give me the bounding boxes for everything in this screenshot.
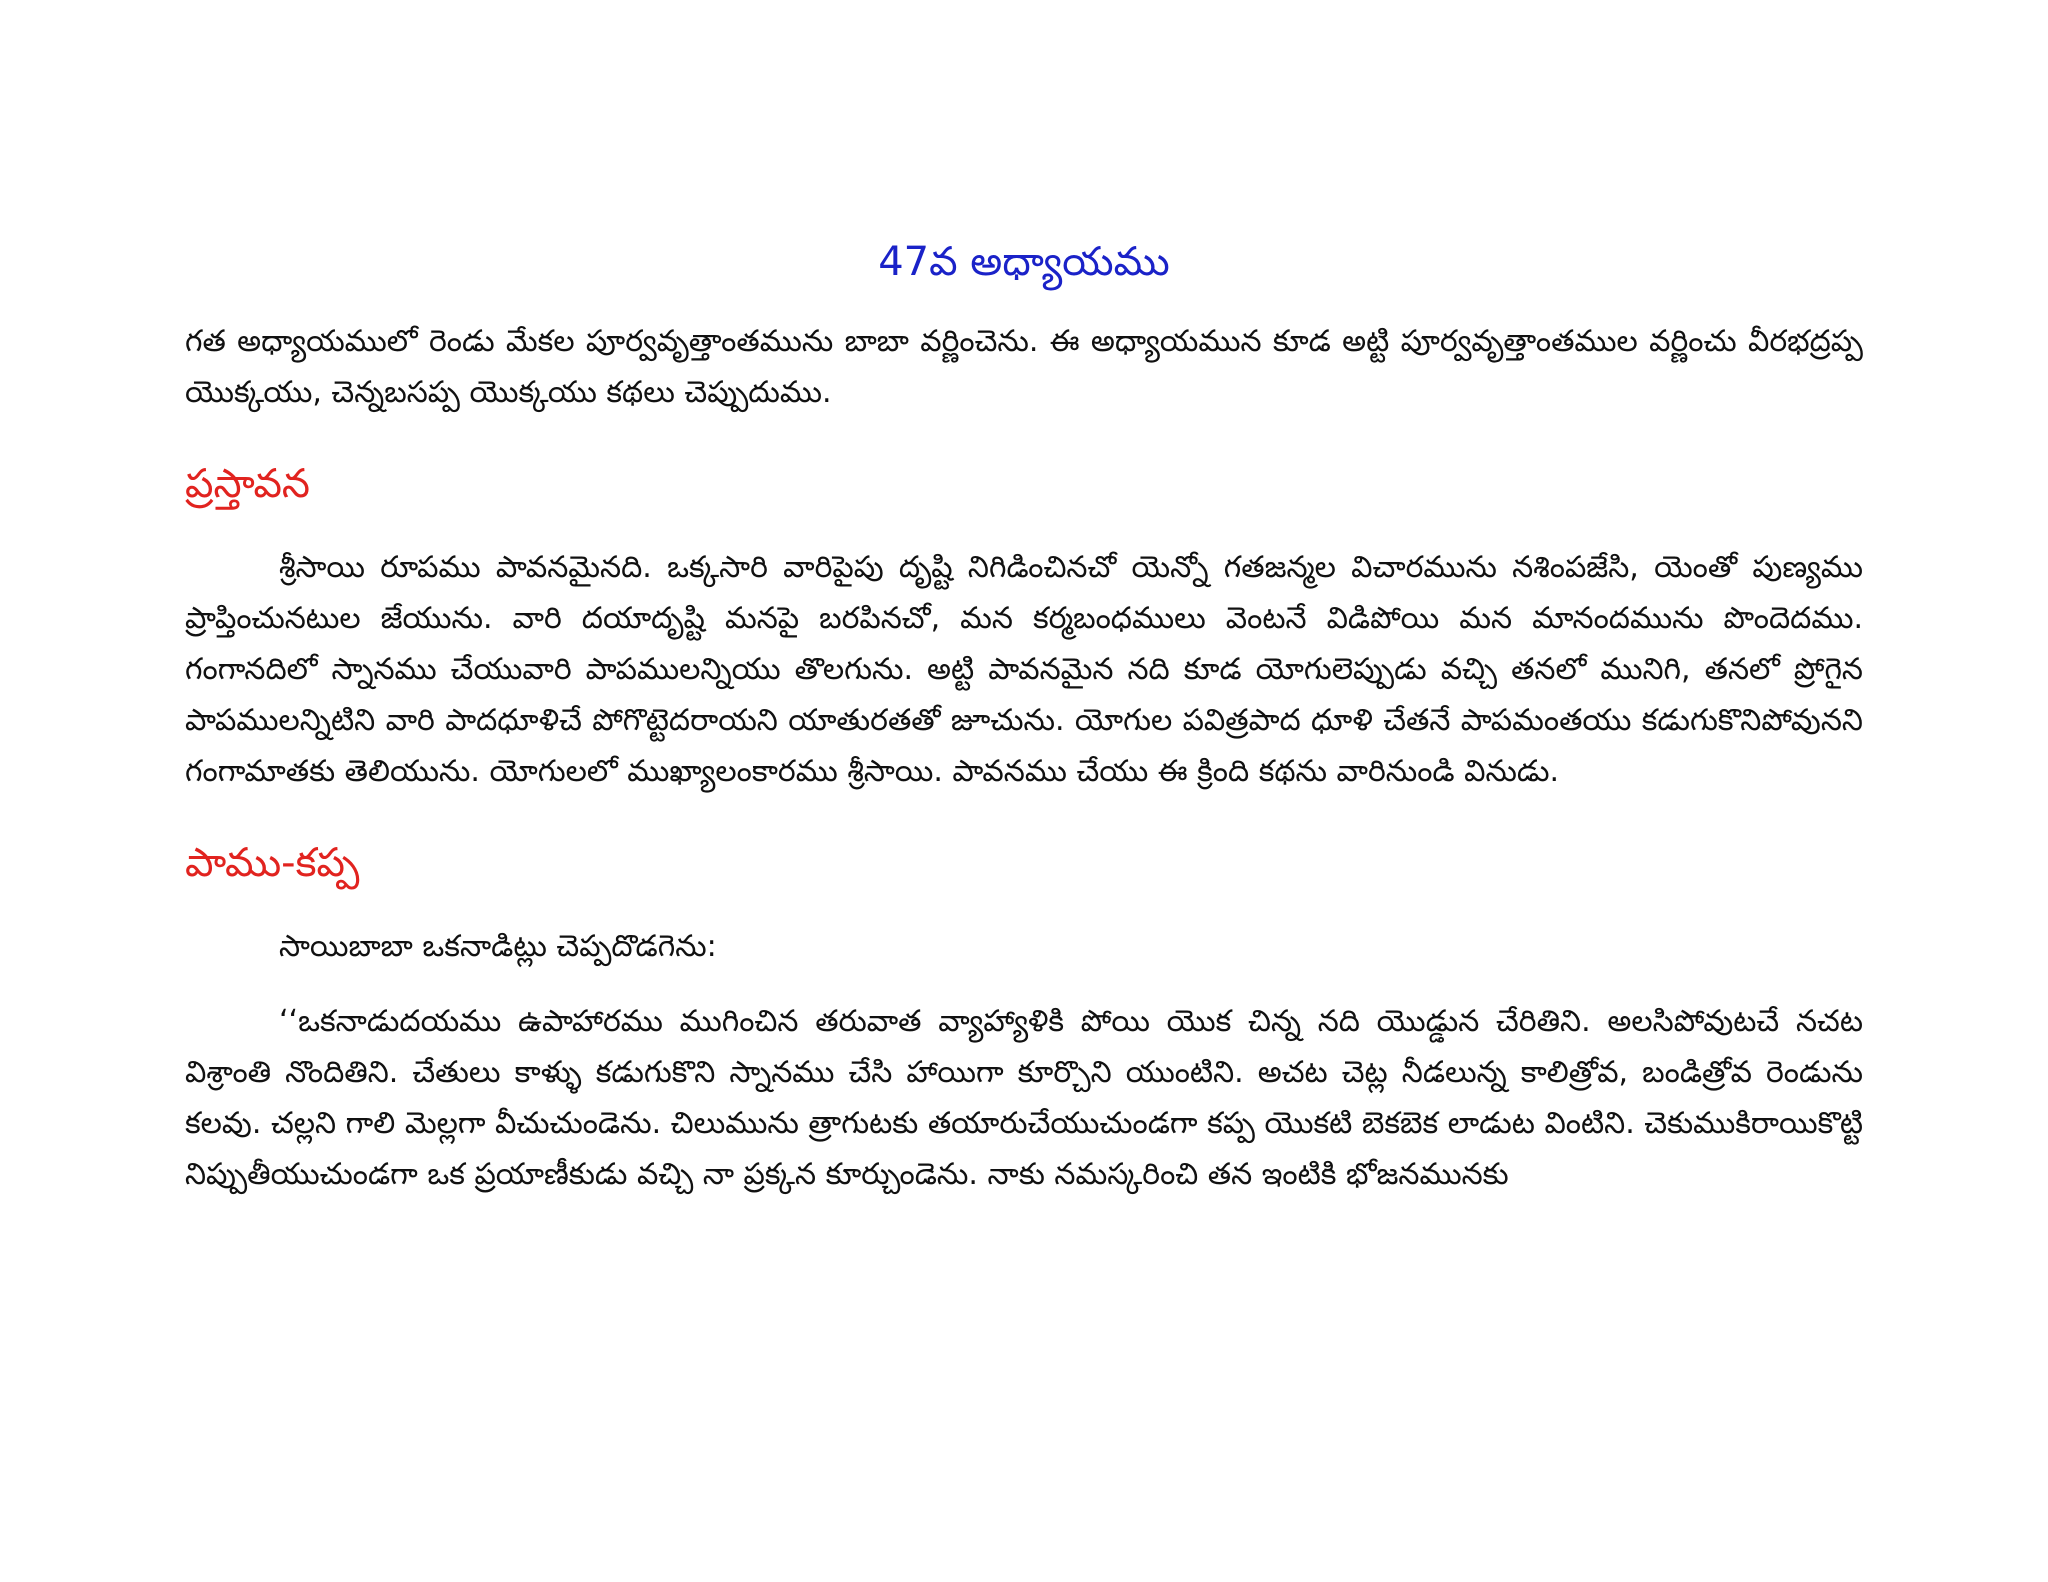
prastavana-paragraph: శ్రీసాయి రూపము పావనమైనది. ఒక్కసారి వారిపైపు దృష్టి నిగిడించినచో యెన్నో గతజన్మల విచారమును నశింపజేసి, యెంతో పుణ్యము ప్రాప్తించునటుల జేయును. వారి దయాదృష్టి మనపై బరపినచో, మన కర్మబంధములు వెంటనే విడిపోయి మన మానందమును పొందెదము. గంగానదిలో స్నానము చేయువారి పాపములన్నియు తొలగును. అట్టి పావనమైన నది కూడ యోగులెప్పుడు వచ్చి తనలో మునిగి, తనలో ప్రోగైన పాపములన్నిటిని వారి పాదధూళిచే పోగొట్టెదరాయని యాతురతతో జూచును. యోగుల పవిత్రపాద ధూళి చేతనే పాపమంతయు కడుగుకొనిపోవునని గంగామాతకు తెలియును. యోగులలో ముఖ్యాలంకారము శ్రీసాయి. పావనము చేయు ఈ క్రింది కథను వారినుండి వినుడు. — [185, 550, 1863, 789]
story-paragraph: ‘‘ఒకనాడుదయము ఉపాహారము ముగించిన తరువాత వ్యాహ్యాళికి పోయి యొక చిన్న నది యొడ్డున చేరితిని. అలసిపోవుటచే నచట విశ్రాంతి నొందితిని. చేతులు కాళ్ళు కడుగుకొని స్నానము చేసి హాయిగా కూర్చొని యుంటిని. అచట చెట్ల నీడలున్న కాలిత్రోవ, బండిత్రోవ రెండును కలవు. చల్లని గాలి మెల్లగా వీచుచుండెను. చిలుమును త్రాగుటకు తయారుచేయుచుండగా కప్ప యొకటి బెకబెక లాడుట వింటిని. చెకుముకిరాయికొట్టి నిప్పుతీయుచుండగా ఒక ప్రయాణీకుడు వచ్చి నా ప్రక్కన కూర్చుండెను. నాకు నమస్కరించి తన ఇంటికి భోజనమునకు — [185, 1004, 1863, 1192]
section-heading-prastavana: ప్రస్తావన — [185, 461, 310, 507]
story-lead-line: సాయిబాబా ఒకనాడిట్లు చెప్పదొడగెను: — [279, 929, 717, 964]
intro-paragraph: గత అధ్యాయములో రెండు మేకల పూర్వవృత్తాంతమును బాబా వర్ణించెను. ఈ అధ్యాయమున కూడ అట్టి పూర్వవృత్తాంతముల వర్ణించు వీరభద్రప్ప యొక్కయు, చెన్నబసప్ప యొక్కయు కథలు చెప్పుదుము. — [185, 324, 1863, 410]
chapter-title: 47వ అధ్యాయము — [878, 239, 1170, 285]
section-heading-pamu-kappa: పాము-కప్ప — [185, 840, 360, 886]
page-content — [185, 232, 1863, 1200]
